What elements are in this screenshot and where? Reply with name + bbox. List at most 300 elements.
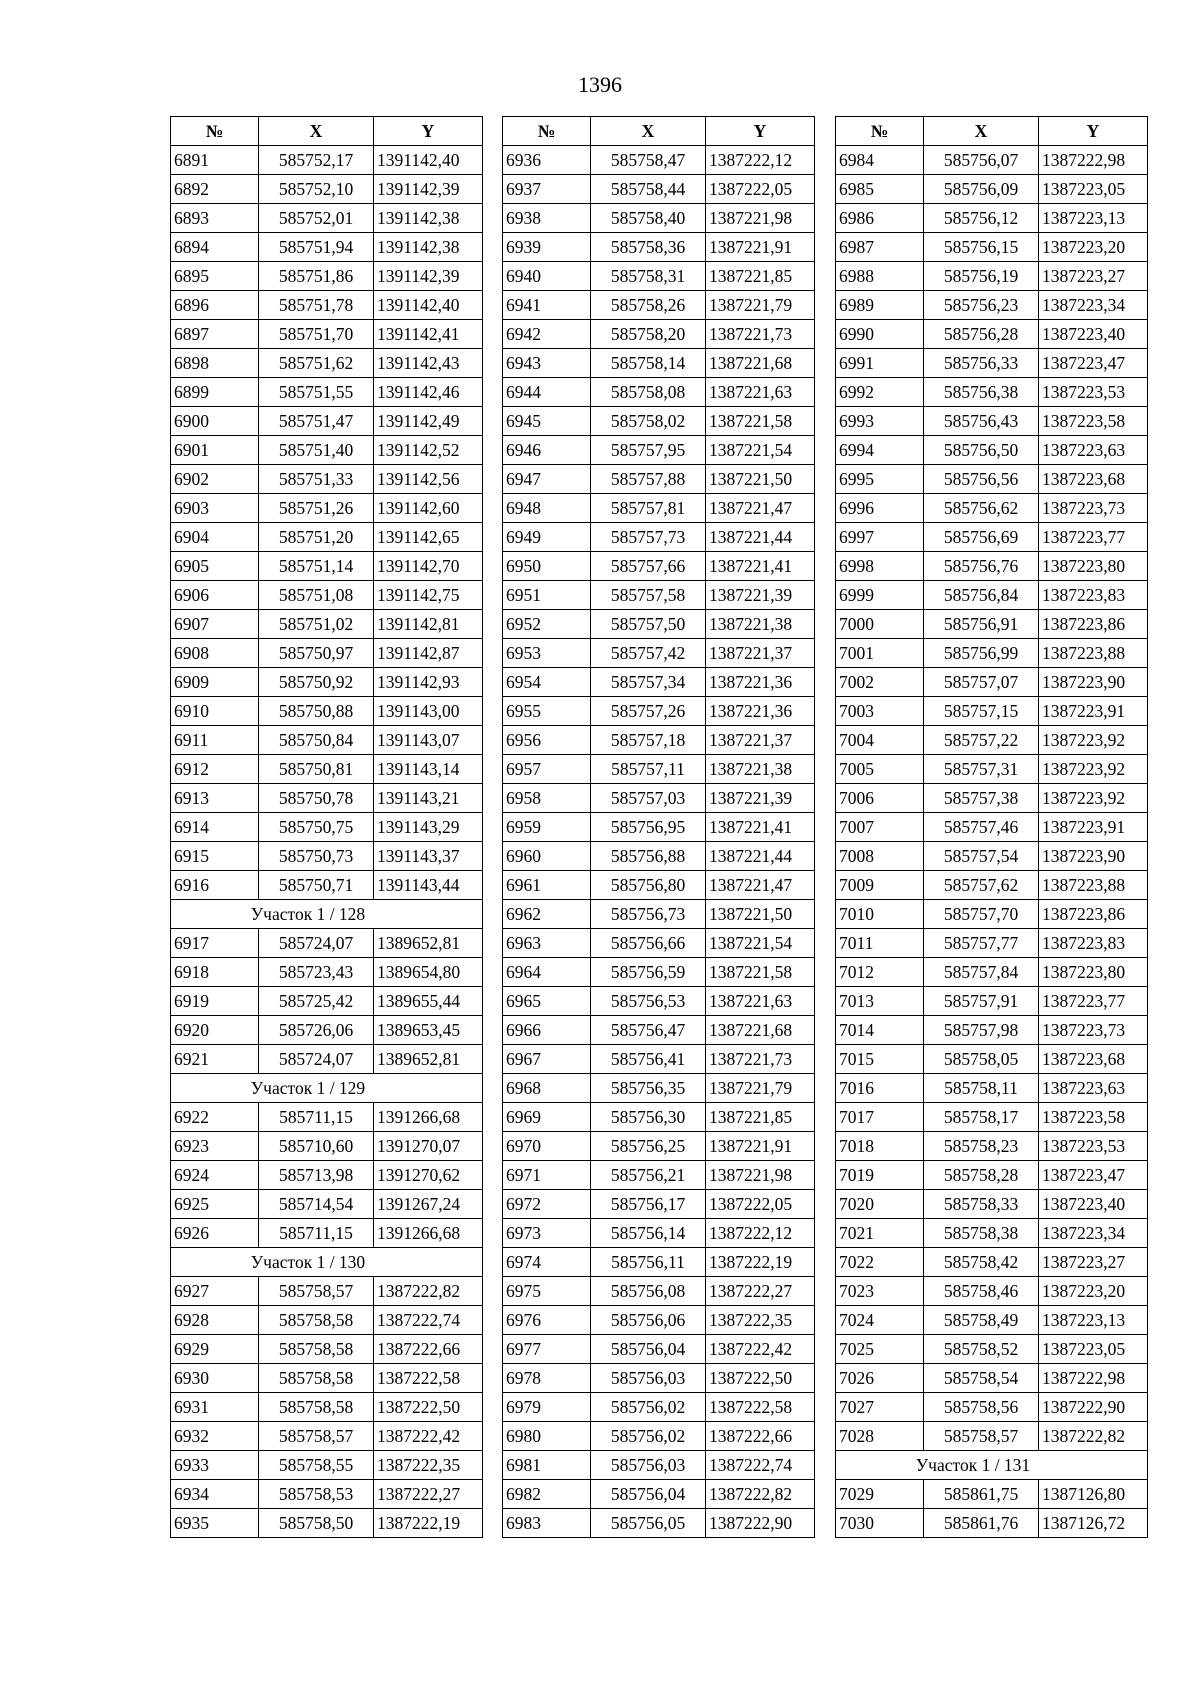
point-number-cell: 6954 bbox=[503, 668, 591, 697]
x-coordinate-cell: 585756,28 bbox=[924, 320, 1039, 349]
table-row bbox=[503, 378, 815, 407]
point-number-cell: 6892 bbox=[171, 175, 259, 204]
point-number-cell: 6978 bbox=[503, 1364, 591, 1393]
x-coordinate-cell: 585751,86 bbox=[259, 262, 374, 291]
x-coordinate-cell: 585758,54 bbox=[924, 1364, 1039, 1393]
table-row bbox=[503, 900, 815, 929]
table-row bbox=[503, 1103, 815, 1132]
column-header-x: X bbox=[259, 117, 374, 146]
point-number-cell: 6969 bbox=[503, 1103, 591, 1132]
table-row bbox=[836, 552, 1148, 581]
table-row bbox=[503, 262, 815, 291]
point-number-cell: 6895 bbox=[171, 262, 259, 291]
y-coordinate-cell: 1387221,54 bbox=[706, 929, 815, 958]
point-number-cell: 7026 bbox=[836, 1364, 924, 1393]
point-number-cell: 6899 bbox=[171, 378, 259, 407]
x-coordinate-cell: 585751,62 bbox=[259, 349, 374, 378]
section-row bbox=[171, 1248, 483, 1277]
y-coordinate-cell: 1391142,52 bbox=[374, 436, 483, 465]
table-row bbox=[171, 1277, 483, 1306]
point-number-cell: 6991 bbox=[836, 349, 924, 378]
x-coordinate-cell: 585756,03 bbox=[591, 1364, 706, 1393]
table-row bbox=[171, 494, 483, 523]
table-row bbox=[503, 726, 815, 755]
y-coordinate-cell: 1391142,46 bbox=[374, 378, 483, 407]
table-header-row bbox=[171, 117, 483, 146]
point-number-cell: 6933 bbox=[171, 1451, 259, 1480]
x-coordinate-cell: 585757,73 bbox=[591, 523, 706, 552]
x-coordinate-cell: 585756,04 bbox=[591, 1480, 706, 1509]
y-coordinate-cell: 1387223,63 bbox=[1039, 436, 1148, 465]
table-row bbox=[503, 958, 815, 987]
table-row bbox=[836, 1335, 1148, 1364]
y-coordinate-cell: 1387221,68 bbox=[706, 1016, 815, 1045]
y-coordinate-cell: 1391142,40 bbox=[374, 146, 483, 175]
point-number-cell: 6911 bbox=[171, 726, 259, 755]
table-row bbox=[503, 784, 815, 813]
y-coordinate-cell: 1391270,07 bbox=[374, 1132, 483, 1161]
table-row bbox=[836, 1509, 1148, 1538]
y-coordinate-cell: 1387223,73 bbox=[1039, 1016, 1148, 1045]
y-coordinate-cell: 1387221,85 bbox=[706, 262, 815, 291]
y-coordinate-cell: 1387223,80 bbox=[1039, 958, 1148, 987]
y-coordinate-cell: 1387222,19 bbox=[706, 1248, 815, 1277]
x-coordinate-cell: 585758,02 bbox=[591, 407, 706, 436]
table-row bbox=[503, 1480, 815, 1509]
x-coordinate-cell: 585723,43 bbox=[259, 958, 374, 987]
point-number-cell: 6951 bbox=[503, 581, 591, 610]
x-coordinate-cell: 585756,53 bbox=[591, 987, 706, 1016]
coordinates-table bbox=[835, 116, 1148, 1538]
point-number-cell: 7006 bbox=[836, 784, 924, 813]
point-number-cell: 6896 bbox=[171, 291, 259, 320]
table-row bbox=[503, 1335, 815, 1364]
point-number-cell: 6943 bbox=[503, 349, 591, 378]
point-number-cell: 6940 bbox=[503, 262, 591, 291]
y-coordinate-cell: 1387222,19 bbox=[374, 1509, 483, 1538]
table-row bbox=[503, 755, 815, 784]
table-row bbox=[503, 1306, 815, 1335]
x-coordinate-cell: 585751,40 bbox=[259, 436, 374, 465]
point-number-cell: 6976 bbox=[503, 1306, 591, 1335]
column-header-number: № bbox=[836, 117, 924, 146]
point-number-cell: 7029 bbox=[836, 1480, 924, 1509]
table-row bbox=[836, 842, 1148, 871]
x-coordinate-cell: 585756,50 bbox=[924, 436, 1039, 465]
x-coordinate-cell: 585711,15 bbox=[259, 1103, 374, 1132]
y-coordinate-cell: 1387221,79 bbox=[706, 1074, 815, 1103]
point-number-cell: 6935 bbox=[171, 1509, 259, 1538]
x-coordinate-cell: 585756,43 bbox=[924, 407, 1039, 436]
table-row bbox=[836, 1422, 1148, 1451]
x-coordinate-cell: 585757,18 bbox=[591, 726, 706, 755]
y-coordinate-cell: 1387223,68 bbox=[1039, 1045, 1148, 1074]
y-coordinate-cell: 1387223,34 bbox=[1039, 291, 1148, 320]
y-coordinate-cell: 1387223,05 bbox=[1039, 1335, 1148, 1364]
point-number-cell: 6990 bbox=[836, 320, 924, 349]
table-row bbox=[503, 1422, 815, 1451]
point-number-cell: 6959 bbox=[503, 813, 591, 842]
x-coordinate-cell: 585756,07 bbox=[924, 146, 1039, 175]
y-coordinate-cell: 1387223,53 bbox=[1039, 378, 1148, 407]
y-coordinate-cell: 1387223,92 bbox=[1039, 755, 1148, 784]
x-coordinate-cell: 585750,73 bbox=[259, 842, 374, 871]
y-coordinate-cell: 1387223,92 bbox=[1039, 726, 1148, 755]
point-number-cell: 7008 bbox=[836, 842, 924, 871]
y-coordinate-cell: 1387221,38 bbox=[706, 755, 815, 784]
y-coordinate-cell: 1391143,44 bbox=[374, 871, 483, 900]
table-row bbox=[503, 697, 815, 726]
table-row bbox=[836, 813, 1148, 842]
y-coordinate-cell: 1387223,73 bbox=[1039, 494, 1148, 523]
point-number-cell: 6964 bbox=[503, 958, 591, 987]
y-coordinate-cell: 1387223,47 bbox=[1039, 349, 1148, 378]
table-row bbox=[836, 349, 1148, 378]
point-number-cell: 6997 bbox=[836, 523, 924, 552]
y-coordinate-cell: 1387222,35 bbox=[706, 1306, 815, 1335]
y-coordinate-cell: 1387221,73 bbox=[706, 1045, 815, 1074]
x-coordinate-cell: 585750,92 bbox=[259, 668, 374, 697]
table-row bbox=[836, 1364, 1148, 1393]
table-row bbox=[171, 1161, 483, 1190]
x-coordinate-cell: 585758,58 bbox=[259, 1335, 374, 1364]
x-coordinate-cell: 585751,33 bbox=[259, 465, 374, 494]
y-coordinate-cell: 1391267,24 bbox=[374, 1190, 483, 1219]
table-row bbox=[836, 1103, 1148, 1132]
point-number-cell: 6925 bbox=[171, 1190, 259, 1219]
table-row bbox=[836, 1074, 1148, 1103]
table-row bbox=[836, 668, 1148, 697]
y-coordinate-cell: 1387223,40 bbox=[1039, 1190, 1148, 1219]
x-coordinate-cell: 585757,38 bbox=[924, 784, 1039, 813]
point-number-cell: 6952 bbox=[503, 610, 591, 639]
table-row bbox=[171, 1451, 483, 1480]
table-row bbox=[171, 233, 483, 262]
x-coordinate-cell: 585750,84 bbox=[259, 726, 374, 755]
table-row bbox=[836, 1132, 1148, 1161]
table-row bbox=[171, 842, 483, 871]
x-coordinate-cell: 585757,15 bbox=[924, 697, 1039, 726]
point-number-cell: 6955 bbox=[503, 697, 591, 726]
table-row bbox=[503, 929, 815, 958]
x-coordinate-cell: 585756,35 bbox=[591, 1074, 706, 1103]
point-number-cell: 6939 bbox=[503, 233, 591, 262]
x-coordinate-cell: 585756,69 bbox=[924, 523, 1039, 552]
y-coordinate-cell: 1387223,27 bbox=[1039, 262, 1148, 291]
x-coordinate-cell: 585752,17 bbox=[259, 146, 374, 175]
y-coordinate-cell: 1387221,54 bbox=[706, 436, 815, 465]
page-number: 1396 bbox=[578, 72, 622, 97]
table-row bbox=[171, 697, 483, 726]
y-coordinate-cell: 1387222,66 bbox=[374, 1335, 483, 1364]
point-number-cell: 6905 bbox=[171, 552, 259, 581]
y-coordinate-cell: 1387221,58 bbox=[706, 958, 815, 987]
y-coordinate-cell: 1387222,12 bbox=[706, 1219, 815, 1248]
table-row bbox=[503, 668, 815, 697]
table-row bbox=[503, 465, 815, 494]
y-coordinate-cell: 1391142,70 bbox=[374, 552, 483, 581]
x-coordinate-cell: 585713,98 bbox=[259, 1161, 374, 1190]
x-coordinate-cell: 585758,57 bbox=[259, 1422, 374, 1451]
x-coordinate-cell: 585756,84 bbox=[924, 581, 1039, 610]
y-coordinate-cell: 1387222,90 bbox=[706, 1509, 815, 1538]
point-number-cell: 6975 bbox=[503, 1277, 591, 1306]
y-coordinate-cell: 1387222,74 bbox=[706, 1451, 815, 1480]
section-row bbox=[171, 900, 483, 929]
point-number-cell: 6965 bbox=[503, 987, 591, 1016]
x-coordinate-cell: 585757,81 bbox=[591, 494, 706, 523]
table-row bbox=[171, 726, 483, 755]
table-row bbox=[503, 581, 815, 610]
point-number-cell: 6909 bbox=[171, 668, 259, 697]
x-coordinate-cell: 585726,06 bbox=[259, 1016, 374, 1045]
x-coordinate-cell: 585756,38 bbox=[924, 378, 1039, 407]
table-row bbox=[503, 175, 815, 204]
table-row bbox=[836, 204, 1148, 233]
x-coordinate-cell: 585756,59 bbox=[591, 958, 706, 987]
point-number-cell: 6914 bbox=[171, 813, 259, 842]
point-number-cell: 6973 bbox=[503, 1219, 591, 1248]
point-number-cell: 6937 bbox=[503, 175, 591, 204]
x-coordinate-cell: 585756,08 bbox=[591, 1277, 706, 1306]
y-coordinate-cell: 1387221,98 bbox=[706, 204, 815, 233]
table-row bbox=[503, 1248, 815, 1277]
point-number-cell: 6900 bbox=[171, 407, 259, 436]
x-coordinate-cell: 585757,98 bbox=[924, 1016, 1039, 1045]
y-coordinate-cell: 1387221,47 bbox=[706, 871, 815, 900]
table-row bbox=[171, 146, 483, 175]
table-row bbox=[171, 871, 483, 900]
point-number-cell: 7020 bbox=[836, 1190, 924, 1219]
point-number-cell: 7005 bbox=[836, 755, 924, 784]
table-row bbox=[836, 1045, 1148, 1074]
y-coordinate-cell: 1391142,43 bbox=[374, 349, 483, 378]
x-coordinate-cell: 585758,44 bbox=[591, 175, 706, 204]
table-row bbox=[171, 320, 483, 349]
x-coordinate-cell: 585757,66 bbox=[591, 552, 706, 581]
y-coordinate-cell: 1387222,66 bbox=[706, 1422, 815, 1451]
y-coordinate-cell: 1391142,56 bbox=[374, 465, 483, 494]
x-coordinate-cell: 585756,91 bbox=[924, 610, 1039, 639]
table-row bbox=[503, 842, 815, 871]
y-coordinate-cell: 1387223,63 bbox=[1039, 1074, 1148, 1103]
point-number-cell: 6974 bbox=[503, 1248, 591, 1277]
x-coordinate-cell: 585750,97 bbox=[259, 639, 374, 668]
y-coordinate-cell: 1391143,21 bbox=[374, 784, 483, 813]
table-row bbox=[836, 755, 1148, 784]
point-number-cell: 7028 bbox=[836, 1422, 924, 1451]
table-row bbox=[836, 320, 1148, 349]
point-number-cell: 6946 bbox=[503, 436, 591, 465]
point-number-cell: 6942 bbox=[503, 320, 591, 349]
x-coordinate-cell: 585756,41 bbox=[591, 1045, 706, 1074]
table-row bbox=[171, 552, 483, 581]
y-coordinate-cell: 1391143,00 bbox=[374, 697, 483, 726]
x-coordinate-cell: 585756,04 bbox=[591, 1335, 706, 1364]
x-coordinate-cell: 585758,17 bbox=[924, 1103, 1039, 1132]
point-number-cell: 7011 bbox=[836, 929, 924, 958]
table-row bbox=[503, 146, 815, 175]
x-coordinate-cell: 585757,95 bbox=[591, 436, 706, 465]
point-number-cell: 6908 bbox=[171, 639, 259, 668]
y-coordinate-cell: 1387222,42 bbox=[706, 1335, 815, 1364]
point-number-cell: 6992 bbox=[836, 378, 924, 407]
point-number-cell: 6957 bbox=[503, 755, 591, 784]
table-row bbox=[836, 871, 1148, 900]
x-coordinate-cell: 585758,55 bbox=[259, 1451, 374, 1480]
point-number-cell: 6995 bbox=[836, 465, 924, 494]
point-number-cell: 6979 bbox=[503, 1393, 591, 1422]
point-number-cell: 6932 bbox=[171, 1422, 259, 1451]
x-coordinate-cell: 585756,03 bbox=[591, 1451, 706, 1480]
table-row bbox=[836, 726, 1148, 755]
y-coordinate-cell: 1387221,44 bbox=[706, 523, 815, 552]
table-row bbox=[171, 1364, 483, 1393]
x-coordinate-cell: 585758,38 bbox=[924, 1219, 1039, 1248]
x-coordinate-cell: 585756,62 bbox=[924, 494, 1039, 523]
y-coordinate-cell: 1387221,39 bbox=[706, 784, 815, 813]
y-coordinate-cell: 1387223,58 bbox=[1039, 407, 1148, 436]
y-coordinate-cell: 1387222,74 bbox=[374, 1306, 483, 1335]
x-coordinate-cell: 585758,33 bbox=[924, 1190, 1039, 1219]
x-coordinate-cell: 585861,76 bbox=[924, 1509, 1039, 1538]
point-number-cell: 6987 bbox=[836, 233, 924, 262]
point-number-cell: 7016 bbox=[836, 1074, 924, 1103]
y-coordinate-cell: 1387223,90 bbox=[1039, 842, 1148, 871]
table-body bbox=[171, 146, 483, 1538]
x-coordinate-cell: 585724,07 bbox=[259, 929, 374, 958]
point-number-cell: 7023 bbox=[836, 1277, 924, 1306]
x-coordinate-cell: 585751,70 bbox=[259, 320, 374, 349]
y-coordinate-cell: 1391142,41 bbox=[374, 320, 483, 349]
point-number-cell: 6981 bbox=[503, 1451, 591, 1480]
point-number-cell: 7004 bbox=[836, 726, 924, 755]
table-row bbox=[836, 523, 1148, 552]
table-row bbox=[171, 958, 483, 987]
x-coordinate-cell: 585757,58 bbox=[591, 581, 706, 610]
table-row bbox=[171, 755, 483, 784]
y-coordinate-cell: 1387222,98 bbox=[1039, 146, 1148, 175]
y-coordinate-cell: 1391142,38 bbox=[374, 204, 483, 233]
point-number-cell: 6919 bbox=[171, 987, 259, 1016]
table-row bbox=[171, 784, 483, 813]
point-number-cell: 6961 bbox=[503, 871, 591, 900]
point-number-cell: 6917 bbox=[171, 929, 259, 958]
y-coordinate-cell: 1387223,91 bbox=[1039, 697, 1148, 726]
point-number-cell: 6985 bbox=[836, 175, 924, 204]
x-coordinate-cell: 585758,57 bbox=[259, 1277, 374, 1306]
table-row bbox=[171, 407, 483, 436]
point-number-cell: 7003 bbox=[836, 697, 924, 726]
x-coordinate-cell: 585752,10 bbox=[259, 175, 374, 204]
table-row bbox=[171, 1219, 483, 1248]
y-coordinate-cell: 1391142,40 bbox=[374, 291, 483, 320]
y-coordinate-cell: 1387221,36 bbox=[706, 668, 815, 697]
point-number-cell: 6996 bbox=[836, 494, 924, 523]
point-number-cell: 6927 bbox=[171, 1277, 259, 1306]
y-coordinate-cell: 1391142,65 bbox=[374, 523, 483, 552]
y-coordinate-cell: 1387222,42 bbox=[374, 1422, 483, 1451]
table-row bbox=[836, 407, 1148, 436]
y-coordinate-cell: 1387221,68 bbox=[706, 349, 815, 378]
table-row bbox=[836, 1190, 1148, 1219]
point-number-cell: 7007 bbox=[836, 813, 924, 842]
point-number-cell: 6912 bbox=[171, 755, 259, 784]
point-number-cell: 6988 bbox=[836, 262, 924, 291]
table-row bbox=[503, 813, 815, 842]
x-coordinate-cell: 585751,20 bbox=[259, 523, 374, 552]
point-number-cell: 6986 bbox=[836, 204, 924, 233]
table-row bbox=[836, 900, 1148, 929]
point-number-cell: 6993 bbox=[836, 407, 924, 436]
x-coordinate-cell: 585757,22 bbox=[924, 726, 1039, 755]
point-number-cell: 6893 bbox=[171, 204, 259, 233]
x-coordinate-cell: 585751,02 bbox=[259, 610, 374, 639]
x-coordinate-cell: 585752,01 bbox=[259, 204, 374, 233]
x-coordinate-cell: 585758,50 bbox=[259, 1509, 374, 1538]
x-coordinate-cell: 585757,42 bbox=[591, 639, 706, 668]
x-coordinate-cell: 585751,94 bbox=[259, 233, 374, 262]
y-coordinate-cell: 1391142,81 bbox=[374, 610, 483, 639]
point-number-cell: 7013 bbox=[836, 987, 924, 1016]
x-coordinate-cell: 585756,06 bbox=[591, 1306, 706, 1335]
x-coordinate-cell: 585861,75 bbox=[924, 1480, 1039, 1509]
x-coordinate-cell: 585758,47 bbox=[591, 146, 706, 175]
table-body bbox=[836, 146, 1148, 1538]
section-row bbox=[836, 1451, 1148, 1480]
x-coordinate-cell: 585750,78 bbox=[259, 784, 374, 813]
point-number-cell: 6949 bbox=[503, 523, 591, 552]
table-row bbox=[503, 233, 815, 262]
column-header-y: Y bbox=[1039, 117, 1148, 146]
x-coordinate-cell: 585757,62 bbox=[924, 871, 1039, 900]
y-coordinate-cell: 1391143,37 bbox=[374, 842, 483, 871]
point-number-cell: 6983 bbox=[503, 1509, 591, 1538]
y-coordinate-cell: 1391142,87 bbox=[374, 639, 483, 668]
x-coordinate-cell: 585751,78 bbox=[259, 291, 374, 320]
point-number-cell: 6977 bbox=[503, 1335, 591, 1364]
x-coordinate-cell: 585758,28 bbox=[924, 1161, 1039, 1190]
point-number-cell: 6960 bbox=[503, 842, 591, 871]
y-coordinate-cell: 1387222,90 bbox=[1039, 1393, 1148, 1422]
x-coordinate-cell: 585758,58 bbox=[259, 1393, 374, 1422]
point-number-cell: 6897 bbox=[171, 320, 259, 349]
table-row bbox=[171, 1045, 483, 1074]
y-coordinate-cell: 1389652,81 bbox=[374, 929, 483, 958]
point-number-cell: 6891 bbox=[171, 146, 259, 175]
point-number-cell: 6926 bbox=[171, 1219, 259, 1248]
x-coordinate-cell: 585756,95 bbox=[591, 813, 706, 842]
point-number-cell: 7021 bbox=[836, 1219, 924, 1248]
table-row bbox=[503, 871, 815, 900]
table-row bbox=[503, 407, 815, 436]
y-coordinate-cell: 1387223,58 bbox=[1039, 1103, 1148, 1132]
y-coordinate-cell: 1387222,98 bbox=[1039, 1364, 1148, 1393]
point-number-cell: 6947 bbox=[503, 465, 591, 494]
table-row bbox=[171, 204, 483, 233]
x-coordinate-cell: 585757,50 bbox=[591, 610, 706, 639]
y-coordinate-cell: 1387221,44 bbox=[706, 842, 815, 871]
x-coordinate-cell: 585758,23 bbox=[924, 1132, 1039, 1161]
point-number-cell: 6921 bbox=[171, 1045, 259, 1074]
point-number-cell: 6918 bbox=[171, 958, 259, 987]
y-coordinate-cell: 1387221,91 bbox=[706, 233, 815, 262]
point-number-cell: 6989 bbox=[836, 291, 924, 320]
x-coordinate-cell: 585756,23 bbox=[924, 291, 1039, 320]
point-number-cell: 7024 bbox=[836, 1306, 924, 1335]
point-number-cell: 6922 bbox=[171, 1103, 259, 1132]
y-coordinate-cell: 1387223,86 bbox=[1039, 610, 1148, 639]
